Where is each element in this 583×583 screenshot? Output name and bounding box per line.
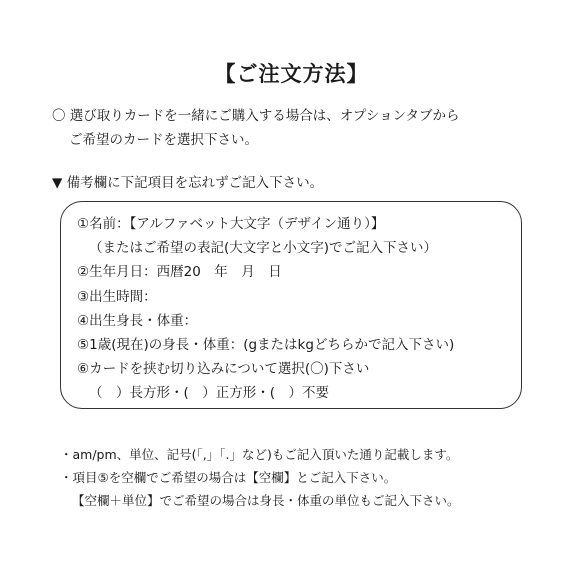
intro-paragraph	[52, 104, 552, 152]
form-item-card-slit: ⑥カードを挟む切り込みについて選択(〇)下さい	[77, 361, 370, 378]
form-template-lines	[77, 212, 454, 406]
footnote-2: ・項目⑤を空欄でご希望の場合は【空欄】とご記入下さい。	[60, 470, 397, 485]
form-item-birth-height-weight: ④出生身長・体重：	[77, 312, 198, 329]
form-template-box	[60, 201, 522, 409]
footnotes	[60, 443, 460, 512]
form-item-name-note: （またはご希望の表記(大文字と小文字)でご記入下さい）	[89, 240, 438, 257]
intro-line-1: 〇 選び取りカードを一緒にご購入する場合は、オプションタブから	[52, 108, 460, 124]
form-item-birth-time: ③出生時間：	[77, 288, 157, 305]
intro-line-2: ご希望のカードを選択下さい。	[69, 132, 258, 148]
form-item-name: ①名前：【アルファベット大文字（デザイン通り）】	[77, 216, 385, 232]
form-item-current-height-weight: ⑤1歳(現在)の身長・体重：(gまたはkgどちらかで記入下さい)	[77, 337, 455, 354]
footnote-3: 【空欄＋単位】でご希望の場合は身長・体重の単位もご記入下さい。	[72, 493, 460, 508]
footnote-1: ・am/pm、単位、記号(「,」「.」など)もご記入頂いた通り記載します。	[60, 447, 459, 462]
page-title: 【ご注文方法】	[214, 62, 369, 86]
form-item-card-slit-options: （ ）長方形・( ）正方形・( ）不要	[89, 385, 330, 402]
notice-line: ▼ 備考欄に下記項目を忘れずご記入下さい。	[52, 175, 324, 191]
form-item-birthdate: ②生年月日：西暦20 年 月 日	[77, 264, 282, 281]
